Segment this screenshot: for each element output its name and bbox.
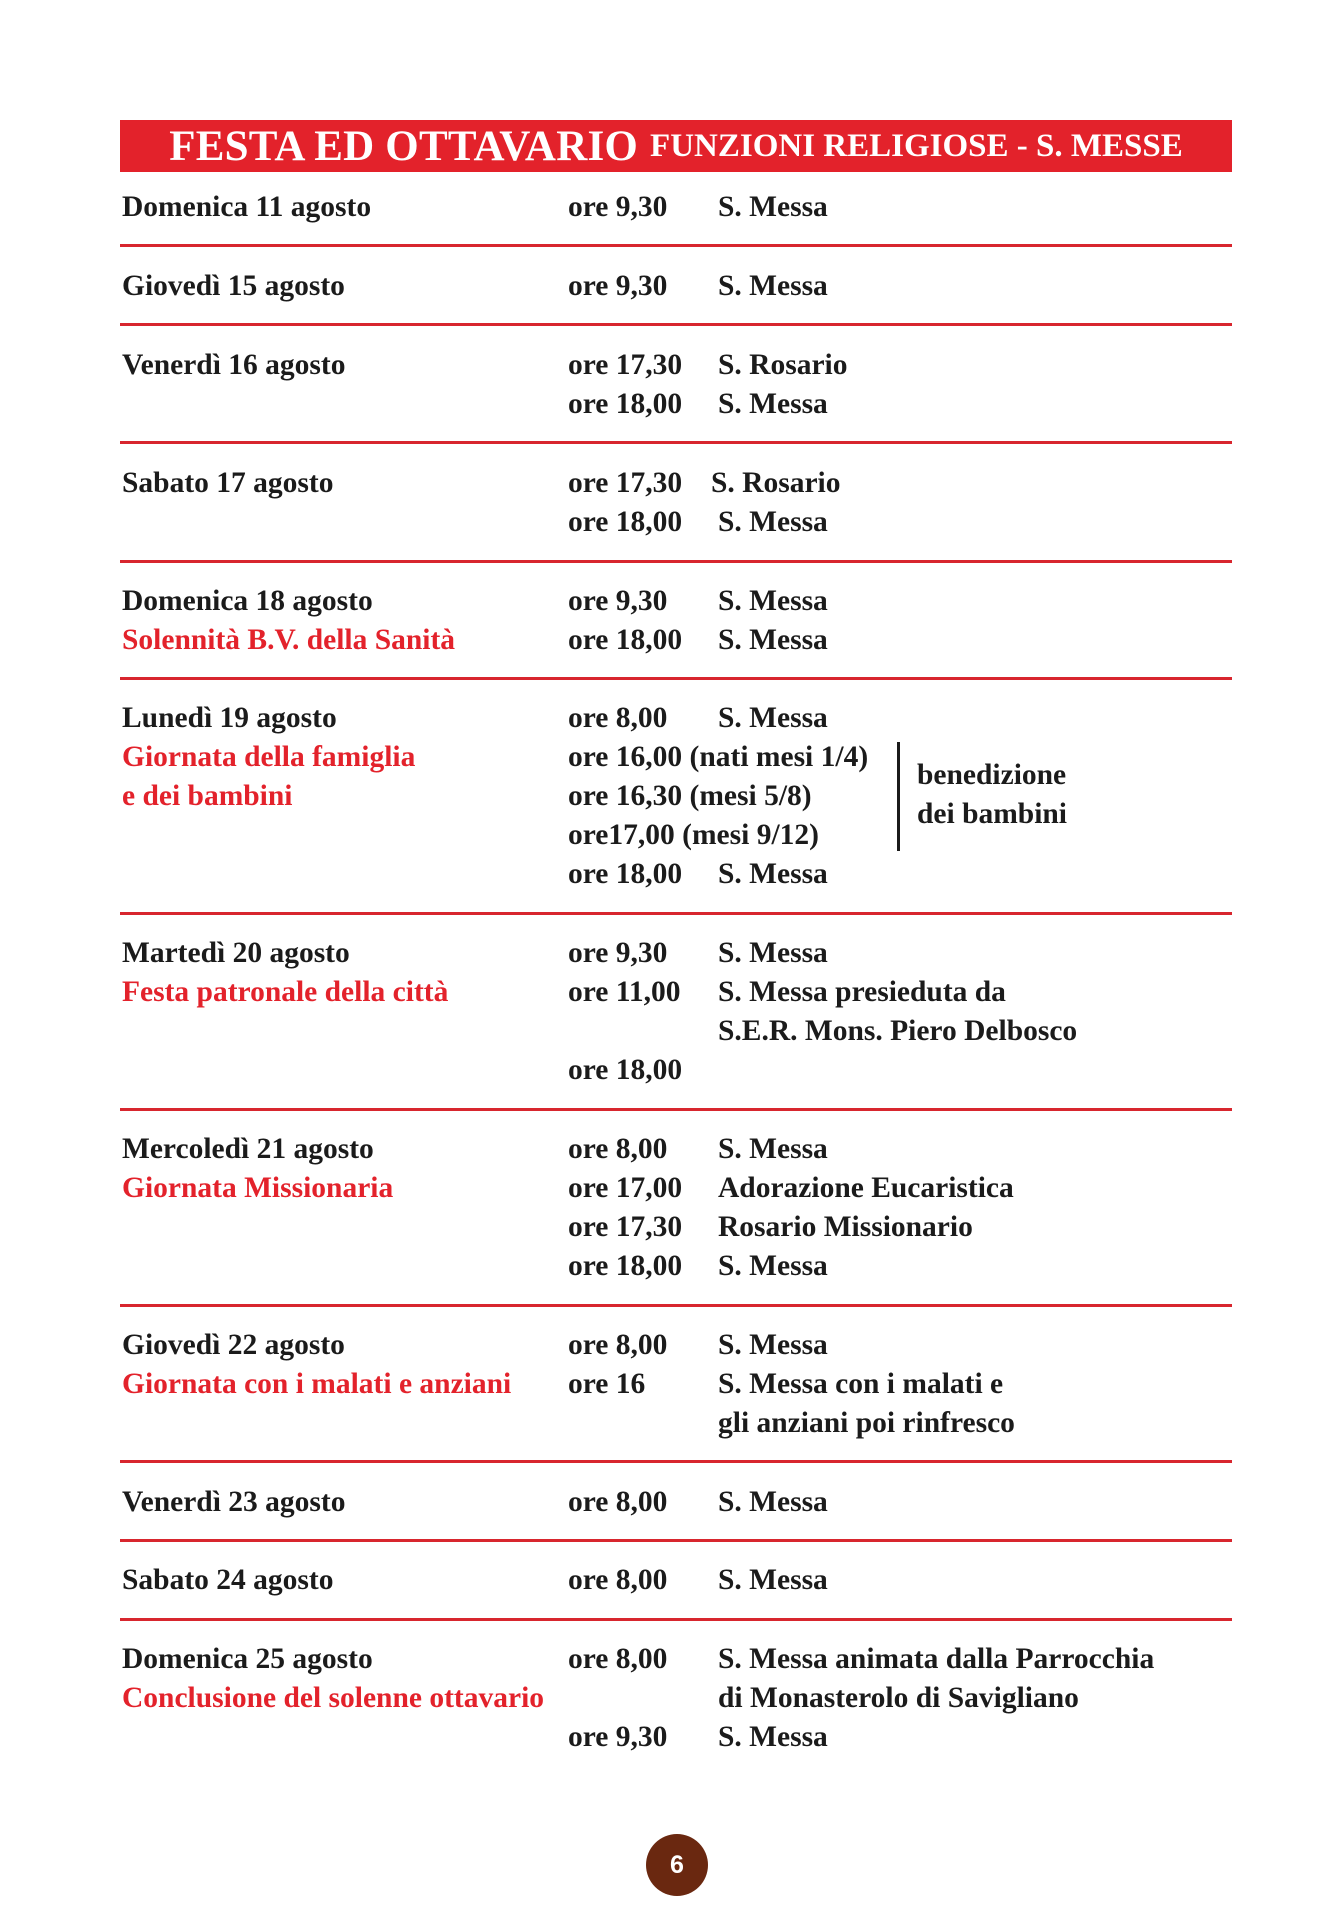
schedule-row-22 [120, 1326, 1232, 1463]
time: ore 8,00 [568, 1643, 668, 1675]
schedule-row-23 [120, 1483, 1232, 1542]
day-subtitle: Solennità B.V. della Sanità [122, 624, 456, 656]
activity: Rosario Missionario [718, 1211, 973, 1243]
banner-title: FESTA ED OTTAVARIO [169, 122, 639, 170]
activity: S. Messa [718, 1486, 828, 1518]
time: ore 9,30 [568, 585, 668, 617]
time: ore 8,00 [568, 1564, 668, 1596]
activity: S. Rosario [718, 349, 848, 381]
activity: gli anziani poi rinfresco [718, 1407, 1015, 1439]
time: ore 9,30 [568, 1721, 668, 1753]
time: ore 17,30 [568, 1211, 683, 1243]
side-note: benedizione [917, 759, 1067, 791]
page-number: 6 [670, 1850, 684, 1879]
activity: S. Messa [718, 937, 828, 969]
day-label: Venerdì 23 agosto [122, 1486, 346, 1518]
activity: S. Messa [718, 1564, 828, 1596]
time: ore17,00 (mesi 9/12) [568, 819, 819, 851]
day-subtitle: Giornata con i malati e anziani [122, 1368, 512, 1400]
schedule-row-18 [120, 582, 1232, 680]
schedule-row-19 [120, 699, 1232, 915]
time: ore 16,00 (nati mesi 1/4) [568, 741, 869, 773]
day-subtitle: Festa patronale della città [122, 976, 449, 1008]
time: ore 18,00 [568, 506, 683, 538]
activity: S. Messa [718, 388, 828, 420]
schedule-row-20 [120, 934, 1232, 1111]
time: ore 18,00 [568, 858, 683, 890]
day-subtitle: Conclusione del solenne ottavario [122, 1682, 545, 1714]
time: ore 8,00 [568, 1133, 668, 1165]
activity: S. Messa [718, 1133, 828, 1165]
day-label: Giovedì 15 agosto [122, 270, 345, 302]
day-label: Domenica 25 agosto [122, 1643, 373, 1675]
activity: S. Messa [718, 191, 828, 223]
activity: S. Messa presieduta da [718, 976, 1006, 1008]
time: ore 18,00 [568, 1054, 683, 1086]
activity: S. Rosario [711, 467, 841, 499]
activity: S.E.R. Mons. Piero Delbosco [718, 1015, 1078, 1047]
header-banner [120, 120, 1232, 172]
activity: S. Messa [718, 702, 828, 734]
day-label: Sabato 24 agosto [122, 1564, 334, 1596]
time: ore 17,00 [568, 1172, 683, 1204]
day-label: Domenica 18 agosto [122, 585, 373, 617]
day-label: Mercoledì 21 agosto [122, 1133, 374, 1165]
activity: S. Messa [718, 1329, 828, 1361]
activity: S. Messa [718, 1250, 828, 1282]
day-label: Sabato 17 agosto [122, 467, 334, 499]
time: ore 17,30 [568, 467, 683, 499]
schedule-row-24 [120, 1561, 1232, 1621]
time: ore 17,30 [568, 349, 683, 381]
activity: S. Messa [718, 624, 828, 656]
day-label: Lunedì 19 agosto [122, 702, 337, 734]
time: ore 18,00 [568, 388, 683, 420]
schedule-row-17 [120, 464, 1232, 563]
activity: S. Messa [718, 858, 828, 890]
activity: Adorazione Eucaristica [718, 1172, 1014, 1204]
schedule-row-16 [120, 346, 1232, 444]
time: ore 16,30 (mesi 5/8) [568, 780, 812, 812]
schedule-row-11 [120, 188, 1232, 247]
activity: S. Messa [718, 270, 828, 302]
activity: S. Messa [718, 506, 828, 538]
time: ore 8,00 [568, 702, 668, 734]
banner-subtitle: FUNZIONI RELIGIOSE - S. MESSE [650, 127, 1183, 164]
schedule-row-15 [120, 267, 1232, 326]
schedule-row-25 [120, 1640, 1232, 1760]
day-subtitle: e dei bambini [122, 780, 293, 812]
activity: S. Messa [718, 1721, 828, 1753]
bracket-divider [897, 742, 900, 851]
schedule-row-21 [120, 1130, 1232, 1307]
day-label: Martedì 20 agosto [122, 937, 350, 969]
day-subtitle: Giornata della famiglia [122, 741, 416, 773]
day-label: Domenica 11 agosto [122, 191, 372, 223]
time: ore 9,30 [568, 270, 668, 302]
day-label: Giovedì 22 agosto [122, 1329, 345, 1361]
page-number-badge [646, 1834, 708, 1896]
time: ore 8,00 [568, 1486, 668, 1518]
activity: di Monasterolo di Savigliano [718, 1682, 1079, 1714]
time: ore 16 [568, 1368, 646, 1400]
time: ore 8,00 [568, 1329, 668, 1361]
time: ore 18,00 [568, 624, 683, 656]
activity: S. Messa animata dalla Parrocchia [718, 1643, 1155, 1675]
time: ore 9,30 [568, 937, 668, 969]
time: ore 18,00 [568, 1250, 683, 1282]
side-note: dei bambini [917, 798, 1068, 830]
day-subtitle: Giornata Missionaria [122, 1172, 394, 1204]
activity: S. Messa con i malati e [718, 1368, 1004, 1400]
activity: S. Messa [718, 585, 828, 617]
time: ore 9,30 [568, 191, 668, 223]
time: ore 11,00 [568, 976, 681, 1008]
day-label: Venerdì 16 agosto [122, 349, 346, 381]
